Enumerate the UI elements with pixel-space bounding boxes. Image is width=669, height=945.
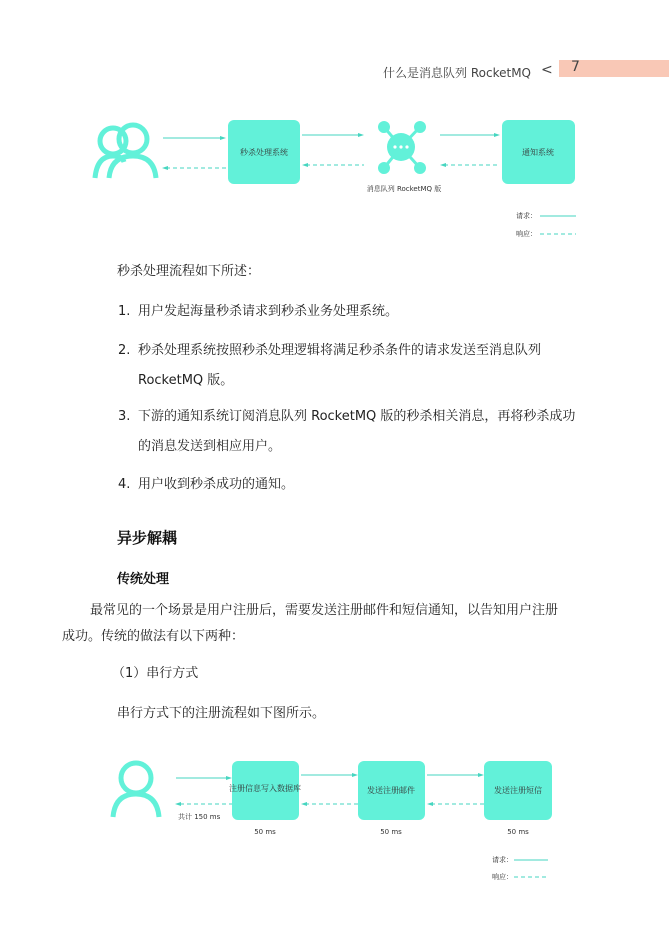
legend-response-label: 响应：: [516, 230, 537, 238]
total-time-label: 共计 150 ms: [178, 813, 221, 821]
request-arrowhead-3: [478, 773, 484, 777]
list-item-number: 3.: [118, 409, 131, 424]
list-item-text: 用户收到秒杀成功的通知。: [138, 477, 295, 492]
legend-request-label: 请求：: [492, 856, 513, 864]
list-item-text: 下游的通知系统订阅消息队列 RocketMQ 版的秒杀相关消息，再将秒杀成功的消息发送到相应用户。: [138, 409, 576, 454]
response-arrowhead-3: [440, 163, 446, 167]
notification-system-label: 通知系统: [522, 148, 554, 157]
section-title: 异步解耦: [117, 529, 178, 547]
legend-request-label: 请求：: [516, 212, 537, 220]
message-queue-icon: [378, 121, 426, 174]
time-label-1: 50 ms: [254, 828, 276, 836]
message-queue-label: 消息队列 RocketMQ 版: [366, 185, 442, 193]
write-database-label: 注册信息写入数据库: [229, 784, 301, 793]
list-item: [118, 297, 588, 327]
list-item-number: 4.: [118, 477, 131, 492]
request-arrowhead-1: [226, 776, 232, 780]
response-arrowhead-2: [302, 163, 308, 167]
response-arrowhead-3: [427, 802, 433, 806]
list-item-number: 1.: [118, 304, 131, 319]
chevron-left-icon: <: [541, 62, 553, 78]
body-paragraph: 最常见的一个场景是用户注册后，需要发送注册邮件和短信通知，以告知用户注册成功。传统的做法有以下两种：: [62, 603, 559, 644]
request-arrowhead-3: [494, 133, 500, 137]
request-arrowhead-2: [352, 773, 358, 777]
send-email-label: 发送注册邮件: [367, 786, 415, 795]
page-number: 7: [571, 59, 580, 75]
response-arrowhead-2: [301, 802, 307, 806]
time-label-2: 50 ms: [380, 828, 402, 836]
user-icon: [113, 763, 159, 817]
legend-response-label: 响应：: [492, 873, 513, 881]
list-item: [118, 470, 588, 500]
page-number-tab: [559, 60, 669, 77]
flash-sale-system-label: 秒杀处理系统: [240, 148, 288, 157]
response-arrowhead-1: [162, 166, 168, 170]
list-item: [118, 402, 588, 462]
serial-registration-diagram: [0, 755, 669, 885]
user-icon: [95, 125, 156, 178]
request-arrowhead-2: [358, 133, 364, 137]
send-sms-label: 发送注册短信: [494, 786, 542, 795]
method-label: （1）串行方式: [112, 666, 199, 681]
flash-sale-diagram: [0, 110, 669, 240]
running-header-title: 什么是消息队列 RocketMQ: [383, 66, 531, 80]
list-item: [118, 336, 588, 396]
response-arrowhead-1: [175, 802, 181, 806]
list-item-text: 用户发起海量秒杀请求到秒杀业务处理系统。: [138, 304, 399, 319]
list-item-number: 2.: [118, 343, 131, 358]
subsection-title: 传统处理: [117, 572, 170, 587]
request-arrowhead-1: [220, 136, 226, 140]
method-description: 串行方式下的注册流程如下图所示。: [117, 706, 326, 721]
list-item-text: 秒杀处理系统按照秒杀处理逻辑将满足秒杀条件的请求发送至消息队列 RocketMQ 版。: [138, 343, 542, 388]
flow-intro: 秒杀处理流程如下所述：: [117, 264, 261, 279]
time-label-3: 50 ms: [507, 828, 529, 836]
